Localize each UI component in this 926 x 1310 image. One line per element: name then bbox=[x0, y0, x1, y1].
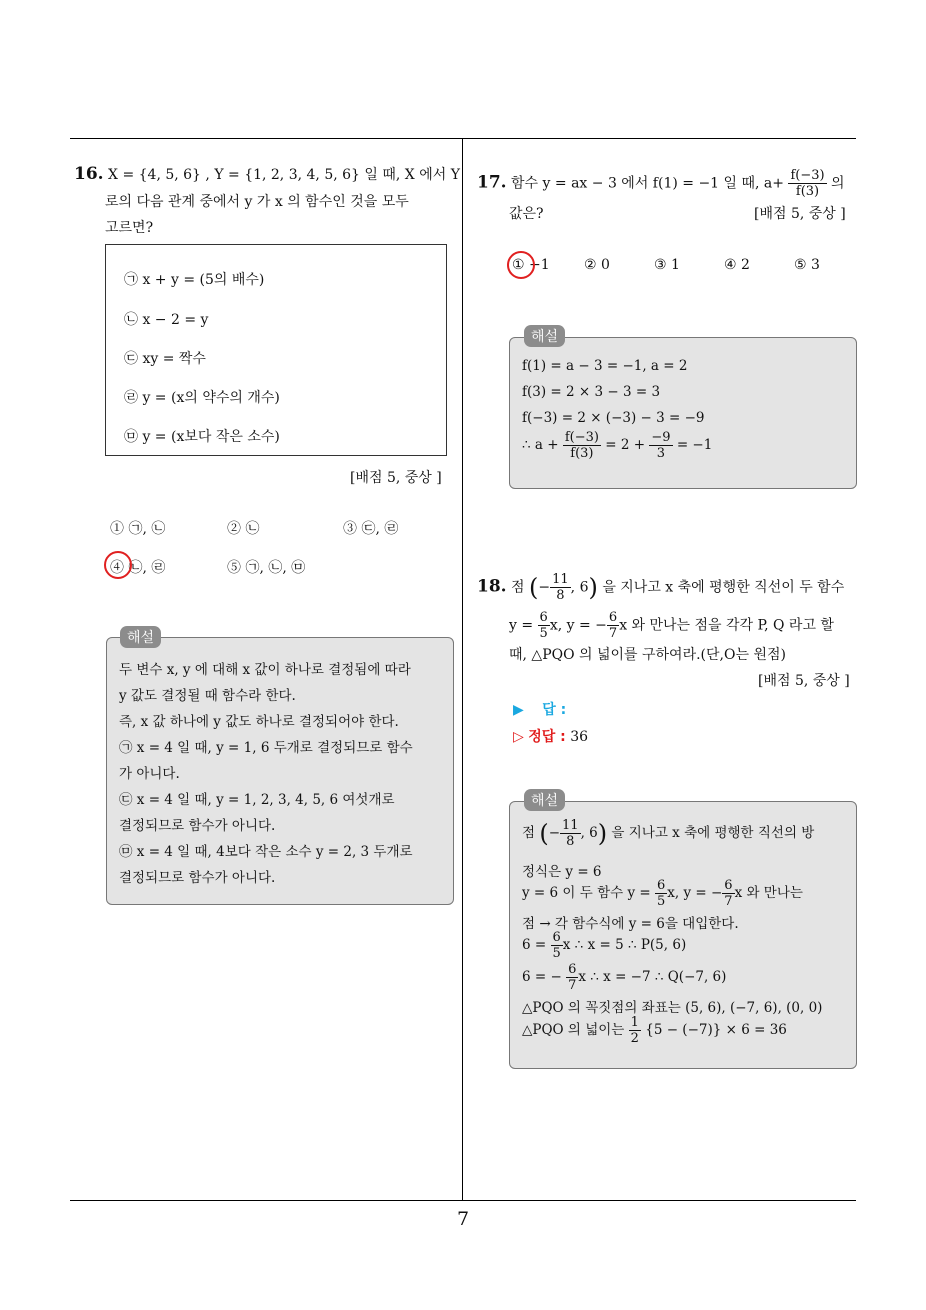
q17-solution-line: f(3) = 2 × 3 − 3 = 3 bbox=[522, 384, 661, 400]
q18-s8-b: {5 − (−7)} × 6 = 36 bbox=[645, 1022, 787, 1038]
q18-s3-c: x 와 만나는 bbox=[734, 885, 803, 901]
q16-statement-a: ㉠ x + y = (5의 배수) bbox=[124, 272, 265, 288]
q17-sol4-frac2 bbox=[649, 430, 672, 461]
q18-correct-label: 정답 : bbox=[528, 729, 566, 745]
q16-option-4[interactable]: ④ ㉡, ㉣ bbox=[110, 560, 166, 576]
q16-score: [배점 5, 중상 ] bbox=[350, 470, 442, 486]
q16-statement-e: ㉤ y = (x보다 작은 소수) bbox=[124, 429, 280, 445]
q17-sol4-c: = −1 bbox=[676, 437, 713, 453]
q16-solution-line: y 값도 결정될 때 함수라 한다. bbox=[119, 688, 296, 704]
q17-text-line2: 값은? bbox=[509, 206, 544, 222]
q16-solution-line: ㉤ x = 4 일 때, 4보다 작은 소수 y = 2, 3 두개로 bbox=[119, 844, 413, 860]
q18-s3-a: y = 6 이 두 함수 y = bbox=[522, 885, 651, 901]
q17-sol4-num: f(−3) bbox=[564, 430, 599, 445]
q16-text-line1: X = {4, 5, 6} , Y = {1, 2, 3, 4, 5, 6} 일 때, X 에서 Y bbox=[108, 167, 460, 183]
q16-number: 16. bbox=[74, 164, 104, 184]
q17-frac-num: f(−3) bbox=[790, 168, 825, 183]
q18-s3-frac2 bbox=[722, 878, 734, 909]
q18-s8-den: 2 bbox=[630, 1031, 639, 1046]
q17-sol4-frac bbox=[563, 430, 601, 461]
q18-solution-line: △PQO 의 꼭짓점의 좌표는 (5, 6), (−7, 6), (0, 0) bbox=[522, 1000, 823, 1016]
q16-option-2[interactable]: ② ㉡ bbox=[227, 521, 260, 537]
q18-s5-b: x ∴ x = 5 ∴ P(5, 6) bbox=[562, 937, 687, 953]
q18-l2-c: x 와 만나는 점을 각각 P, Q 라고 할 bbox=[619, 617, 834, 634]
q16-text-line3: 고르면? bbox=[105, 220, 154, 236]
q17-sol4-den: f(3) bbox=[563, 445, 601, 461]
q18-l1-num: 11 bbox=[552, 572, 569, 587]
q17-frac-den: f(3) bbox=[788, 183, 826, 199]
q16-answer-mark bbox=[104, 551, 132, 579]
q16-statement-c: ㉢ xy = 짝수 bbox=[124, 351, 206, 367]
q18-s8-frac bbox=[629, 1015, 641, 1046]
q18-l1-minus: − bbox=[538, 579, 551, 596]
q17-solution-tag: 해설 bbox=[524, 325, 565, 347]
q18-l2-den1: 5 bbox=[539, 626, 548, 641]
q17-option-5[interactable]: ⑤ 3 bbox=[794, 257, 820, 273]
q18-l2-den2: 7 bbox=[608, 626, 618, 641]
q18-solution-box: 점 (− $\frac{11}{8}$ , 6) 을 지나고 x 축에 평행한 직선의 방 정식은 y = 6 y = 6 이 두 함수 y = $\frac{6}{5}$ x, y = − $\frac{6}{7}$ x 와 만나는 점 → 각 함수식에 y = 6을 대입한다. 6 = $\frac{6}{5}$ x ∴ x = 5 ∴ P(5, 6) 6 = − $\frac{6}{7}$ x ∴ x = −7 ∴ Q(−7, 6) △PQO 의 꼭짓점의 좌표는 (5, 6), (−7, 6), (0, 0) △PQO 의 넓이는 $\frac{1}{2}$ {5 − (−7)} × 6 = 36 bbox=[509, 801, 857, 1069]
q16-option-1[interactable]: ① ㉠, ㉡ bbox=[110, 521, 166, 537]
q17-answer-mark bbox=[507, 251, 535, 279]
q17-option-1[interactable]: ① −1 bbox=[512, 257, 550, 273]
q17-solution-line-4 bbox=[522, 430, 712, 461]
q17-sol4-num2: −9 bbox=[651, 430, 671, 445]
q16-solution-line: ㉢ x = 4 일 때, y = 1, 2, 3, 4, 5, 6 여섯개로 bbox=[119, 792, 395, 808]
q17-solution-box bbox=[509, 337, 857, 489]
q16-solution-line: 결정되므로 함수가 아니다. bbox=[119, 818, 276, 834]
q17-sol4-a: ∴ a + bbox=[522, 437, 559, 453]
page-number: 7 bbox=[456, 1208, 470, 1230]
q16-statement-d: ㉣ y = (x의 약수의 개수) bbox=[124, 390, 280, 406]
q18-s3-num2: 6 bbox=[724, 878, 733, 893]
q18-s3-den2: 7 bbox=[724, 894, 733, 909]
q18-s3-den1: 5 bbox=[656, 894, 666, 909]
play-icon: ▶ bbox=[513, 702, 524, 718]
q18-l2-frac2 bbox=[607, 610, 619, 641]
q17-fraction bbox=[788, 168, 826, 199]
q18-solution-line: 점 → 각 함수식에 y = 6을 대입한다. bbox=[522, 916, 739, 932]
q18-s3-frac1 bbox=[655, 878, 667, 909]
q18-l2-frac1 bbox=[538, 610, 550, 641]
q16-solution-line: 가 아니다. bbox=[119, 766, 180, 782]
q18-s3-b: x, y = − bbox=[667, 885, 723, 901]
q18-s6-num: 6 bbox=[568, 962, 577, 977]
q18-l1-c: , 6 bbox=[570, 579, 589, 596]
q17-number: 17. bbox=[477, 172, 507, 193]
q18-l2-a: y = bbox=[509, 617, 534, 634]
q18-s1-d: 을 지나고 x 축에 평행한 직선의 방 bbox=[611, 825, 815, 841]
bottom-rule bbox=[70, 1200, 856, 1201]
q18-number: 18. bbox=[477, 576, 507, 597]
q18-s5-num: 6 bbox=[552, 930, 561, 945]
q17-sol4-b: = 2 + bbox=[605, 437, 646, 453]
q16-option-5[interactable]: ⑤ ㉠, ㉡, ㉤ bbox=[227, 560, 306, 576]
q18-l2-b: x, y = − bbox=[549, 617, 607, 634]
q17-text-line1a: 함수 y = ax − 3 에서 f(1) = −1 일 때, a+ bbox=[511, 175, 785, 192]
q18-l1-frac bbox=[550, 572, 571, 603]
q16-text-line2: 로의 다음 관계 중에서 y 가 x 의 함수인 것을 모두 bbox=[105, 194, 409, 210]
q18-s5-den: 5 bbox=[552, 946, 561, 961]
q18-s6-a: 6 = − bbox=[522, 969, 562, 985]
q16-statement-b: ㉡ x − 2 = y bbox=[124, 312, 209, 328]
q16-solution-line: 두 변수 x, y 에 대해 x 값이 하나로 결정됨에 따라 bbox=[119, 662, 411, 678]
q18-s6-b: x ∴ x = −7 ∴ Q(−7, 6) bbox=[578, 969, 727, 985]
q16-solution-line: 결정되므로 함수가 아니다. bbox=[119, 870, 276, 886]
q18-s5-frac bbox=[551, 930, 563, 961]
q16-statement-box bbox=[105, 244, 447, 456]
q16-solution-box bbox=[106, 637, 454, 905]
q18-s6-frac bbox=[566, 962, 578, 993]
q18-s8-a: △PQO 의 넓이는 bbox=[522, 1022, 625, 1038]
q18-s1-frac bbox=[560, 818, 581, 849]
q16-solution-line: 즉, x 값 하나에 y 값도 하나로 결정되어야 한다. bbox=[119, 714, 399, 730]
q18-s1-minus: − bbox=[548, 825, 561, 841]
q18-text-line3: 때, △PQO 의 넓이를 구하여라.(단,O는 원점) bbox=[509, 647, 786, 663]
q17-solution-line: f(1) = a − 3 = −1, a = 2 bbox=[522, 358, 688, 374]
q18-solution-line: 정식은 y = 6 bbox=[522, 864, 602, 880]
column-divider bbox=[462, 139, 463, 1200]
q17-option-4[interactable]: ④ 2 bbox=[724, 257, 750, 273]
q18-s8-num: 1 bbox=[630, 1015, 639, 1030]
q18-solution-tag: 해설 bbox=[524, 789, 565, 811]
q16-solution-line: ㉠ x = 4 일 때, y = 1, 6 두개로 결정되므로 함수 bbox=[119, 740, 413, 756]
q18-s1-den: 8 bbox=[560, 833, 581, 849]
top-rule bbox=[70, 138, 856, 139]
q17-text-line1b: 의 bbox=[831, 175, 845, 192]
play-outline-icon: ▷ bbox=[513, 729, 524, 745]
q18-correct-value: 36 bbox=[570, 729, 589, 745]
q16-solution-tag: 해설 bbox=[120, 626, 161, 648]
q18-l1-den: 8 bbox=[550, 587, 571, 603]
q18-l1-a: 점 bbox=[511, 579, 525, 596]
q18-s6-den: 7 bbox=[568, 978, 577, 993]
q17-score: [배점 5, 중상 ] bbox=[754, 206, 846, 222]
q18-s1-num: 11 bbox=[562, 818, 579, 833]
q17-option-3[interactable]: ③ 1 bbox=[654, 257, 680, 273]
q18-l2-num1: 6 bbox=[539, 610, 548, 625]
q18-s1-c: , 6 bbox=[580, 825, 598, 841]
q18-s5-a: 6 = bbox=[522, 937, 547, 953]
q18-score: [배점 5, 중상 ] bbox=[758, 673, 850, 689]
q16-option-3[interactable]: ③ ㉢, ㉣ bbox=[343, 521, 399, 537]
q17-sol4-den2: 3 bbox=[649, 445, 672, 461]
q18-answer-label: 답 : bbox=[542, 702, 567, 718]
q18-s1-a: 점 bbox=[522, 825, 536, 841]
q18-s3-num1: 6 bbox=[656, 878, 666, 893]
q17-option-2[interactable]: ② 0 bbox=[584, 257, 610, 273]
q17-solution-line: f(−3) = 2 × (−3) − 3 = −9 bbox=[522, 410, 705, 426]
q18-l2-num2: 6 bbox=[608, 610, 618, 625]
q18-l1-d: 을 지나고 x 축에 평행한 직선이 두 함수 bbox=[602, 579, 845, 596]
